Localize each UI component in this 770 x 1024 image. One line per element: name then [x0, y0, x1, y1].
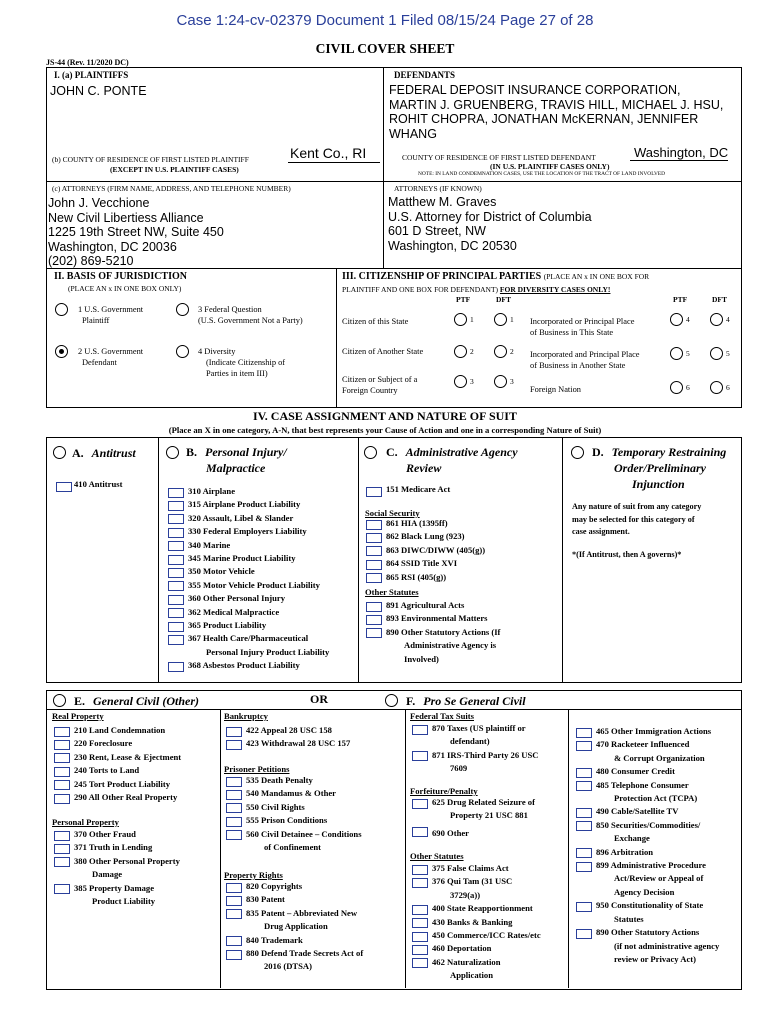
nos-380-checkbox[interactable]	[54, 857, 70, 867]
defendant-residence-note: (IN U.S. PLAINTIFF CASES ONLY)	[490, 162, 610, 171]
nos-890c-checkbox[interactable]	[366, 628, 382, 638]
nos-950-checkbox[interactable]	[576, 902, 592, 912]
nos-864: 864 SSID Title XVI	[386, 558, 458, 569]
plaintiff-attorneys[interactable]: John J. Vecchione New Civil Libertiess Alliance 1225 19th Street NW, Suite 450 Washington, DC 20036 (202) 869-5210	[48, 196, 224, 269]
nos-365-checkbox[interactable]	[168, 622, 184, 632]
nos-410: 410 Antitrust	[74, 479, 123, 489]
nos-220-checkbox[interactable]	[54, 740, 70, 750]
nos-355: 355 Motor Vehicle Product Liability	[188, 579, 320, 590]
nos-350: 350 Motor Vehicle	[188, 566, 255, 577]
nos-450-checkbox[interactable]	[412, 932, 428, 942]
plaintiff-residence-line	[288, 162, 380, 163]
nos-864-checkbox[interactable]	[366, 560, 382, 570]
nos-362-checkbox[interactable]	[168, 608, 184, 618]
dft-radio-6[interactable]	[710, 381, 723, 394]
plaintiff-attorneys-label: (c) ATTORNEYS (FIRM NAME, ADDRESS, AND TELEPHONE NUMBER)	[52, 184, 291, 193]
nos-320-checkbox[interactable]	[168, 514, 184, 524]
nos-375-checkbox[interactable]	[412, 865, 428, 875]
plaintiffs-label: I. (a) PLAINTIFFS	[54, 70, 129, 80]
category-d-radio[interactable]	[571, 446, 584, 459]
divider-cd	[562, 437, 563, 682]
category-e-title: E. General Civil (Other)	[74, 694, 200, 708]
nos-540-checkbox[interactable]	[226, 790, 242, 800]
category-f-title: F. Pro Se General Civil	[406, 694, 526, 708]
nos-370-checkbox[interactable]	[54, 831, 70, 841]
category-d-title: D. Temporary Restraining Order/Preliminary Injunction	[592, 445, 727, 491]
ef-col-divider-2	[405, 710, 406, 988]
nos-350-checkbox[interactable]	[168, 568, 184, 578]
nos-315-checkbox[interactable]	[168, 501, 184, 511]
nos-863: 863 DIWC/DIWW (405(g))	[386, 544, 486, 555]
ptf-num-5: 5	[686, 349, 690, 358]
category-a-title: A. Antitrust	[72, 446, 136, 460]
nos-480-checkbox[interactable]	[576, 768, 592, 778]
ptf-radio-5[interactable]	[670, 347, 683, 360]
nos-368: 368 Asbestos Product Liability	[188, 660, 300, 671]
nos-360-checkbox[interactable]	[168, 595, 184, 605]
nos-430-checkbox[interactable]	[412, 918, 428, 928]
category-c-radio[interactable]	[364, 446, 377, 459]
social-security-label: Social Security	[365, 508, 420, 518]
jurisdiction-radio-2[interactable]	[55, 345, 68, 358]
nos-310-checkbox[interactable]	[168, 488, 184, 498]
category-a-radio[interactable]	[53, 446, 66, 459]
nos-890-f-checkbox[interactable]	[576, 929, 592, 939]
nos-625-checkbox[interactable]	[412, 799, 428, 809]
plaintiff-residence-label: (b) COUNTY OF RESIDENCE OF FIRST LISTED PLAINTIFF	[52, 155, 249, 164]
nos-245-checkbox[interactable]	[54, 780, 70, 790]
bankruptcy-label: Bankruptcy	[224, 711, 268, 721]
nos-400-checkbox[interactable]	[412, 905, 428, 915]
nos-462-checkbox[interactable]	[412, 958, 428, 968]
ptf-num-2: 2	[470, 347, 474, 356]
ptf-radio-6[interactable]	[670, 381, 683, 394]
dft-num-5: 5	[726, 349, 730, 358]
incorporated-another-state: Incorporated and Principal Place of Business in Another State	[530, 350, 640, 370]
personal-property-label: Personal Property	[52, 817, 119, 827]
nos-891-checkbox[interactable]	[366, 602, 382, 612]
nos-340-checkbox[interactable]	[168, 541, 184, 551]
ptf-header-left: PTF	[456, 295, 471, 304]
dft-radio-4[interactable]	[710, 313, 723, 326]
ef-col-divider-1	[220, 710, 221, 988]
prisoner-petitions-label: Prisoner Petitions	[224, 764, 290, 774]
ef-col-divider-3	[568, 710, 569, 988]
section4-sub: (Place an X in one category, A-N, that best represents your Cause of Action and one in a corresponding Nature of Suit)	[168, 425, 602, 435]
prisoner-petitions-list: 535 Death Penalty 540 Mandamus & Other 550 Civil Rights 555 Prison Conditions 560 Civil Detainee – Conditions of Confinement	[226, 774, 362, 854]
nos-385-checkbox[interactable]	[54, 884, 70, 894]
ptf-num-3: 3	[470, 377, 474, 386]
nos-555-checkbox[interactable]	[226, 817, 242, 827]
jurisdiction-opt-4: 4 Diversity (Indicate Citizenship of Parties in item III)	[198, 347, 286, 378]
citizenship-sub: PLAINTIFF AND ONE BOX FOR DEFENDANT) FOR DIVERSITY CASES ONLY!	[342, 285, 611, 294]
category-c-title: C. Administrative Agency Review	[386, 445, 518, 475]
dft-num-2: 2	[510, 347, 514, 356]
jurisdiction-radio-1[interactable]	[55, 303, 68, 316]
ptf-radio-2[interactable]	[454, 345, 467, 358]
ptf-radio-4[interactable]	[670, 313, 683, 326]
federal-tax-list: 870 Taxes (US plaintiff or defendant) 871 IRS-Third Party 26 USC 7609	[412, 722, 538, 776]
nos-345: 345 Marine Product Liability	[188, 553, 296, 564]
nos-861: 861 HIA (1395ff)	[386, 518, 448, 528]
category-b-radio[interactable]	[166, 446, 179, 459]
dft-radio-1[interactable]	[494, 313, 507, 326]
nos-871-checkbox[interactable]	[412, 751, 428, 761]
dft-radio-5[interactable]	[710, 347, 723, 360]
dft-header-left: DFT	[496, 295, 511, 304]
ptf-num-1: 1	[470, 315, 474, 324]
nos-862-checkbox[interactable]	[366, 533, 382, 543]
nos-360: 360 Other Personal Injury	[188, 593, 285, 604]
other-statutes-f-label: Other Statutes	[410, 851, 464, 861]
nos-367: 367 Health Care/Pharmaceutical	[188, 633, 309, 644]
nos-423-checkbox[interactable]	[226, 740, 242, 750]
nos-230-checkbox[interactable]	[54, 753, 70, 763]
nos-835-checkbox[interactable]	[226, 909, 242, 919]
jurisdiction-opt-2: 2 U.S. Government Defendant	[78, 347, 144, 367]
other-statutes-c-label: Other Statutes	[365, 587, 419, 597]
bankruptcy-list: 422 Appeal 28 USC 158 423 Withdrawal 28 USC 157	[226, 724, 350, 751]
real-property-list: 210 Land Condemnation 220 Foreclosure 230 Rent, Lease & Ejectment 240 Torts to Land 245 Tort Product Liability 290 All Other Real Property	[54, 724, 181, 804]
nos-362: 362 Medical Malpractice	[188, 606, 280, 617]
real-property-label: Real Property	[52, 711, 104, 721]
nos-151-checkbox[interactable]	[366, 487, 382, 497]
nos-460-checkbox[interactable]	[412, 945, 428, 955]
dft-num-4: 4	[726, 315, 730, 324]
nos-490-checkbox[interactable]	[576, 808, 592, 818]
attorneys-divider	[46, 181, 741, 182]
nos-340: 340 Marine	[188, 539, 231, 550]
jurisdiction-opt-3: 3 Federal Question (U.S. Government Not a Party)	[198, 305, 303, 325]
nos-560-checkbox[interactable]	[226, 830, 242, 840]
other-statutes-c-list: 891 Agricultural Acts 893 Environmental Matters 890 Other Statutory Actions (If Administrative Agency is Involved)	[366, 599, 500, 666]
nos-690-checkbox[interactable]	[412, 827, 428, 837]
dft-radio-2[interactable]	[494, 345, 507, 358]
dft-num-1: 1	[510, 315, 514, 324]
nos-315: 315 Airplane Product Liability	[188, 499, 301, 510]
nos-893-checkbox[interactable]	[366, 615, 382, 625]
nos-893: 893 Environmental Matters	[386, 613, 488, 624]
nos-330: 330 Federal Employers Liability	[188, 526, 307, 537]
nos-376-checkbox[interactable]	[412, 878, 428, 888]
nos-470-checkbox[interactable]	[576, 741, 592, 751]
filing-header: Case 1:24-cv-02379 Document 1 Filed 08/15/24 Page 27 of 28	[176, 12, 594, 29]
federal-tax-label: Federal Tax Suits	[410, 711, 474, 721]
nos-863-checkbox[interactable]	[366, 546, 382, 556]
nos-367-cont: Personal Injury Product Liability	[206, 646, 330, 657]
personal-property-list: 370 Other Fraud 371 Truth in Lending 380 Other Personal Property Damage 385 Property Damage Product Liability	[54, 828, 180, 908]
ptf-radio-1[interactable]	[454, 313, 467, 326]
property-rights-list: 820 Copyrights 830 Patent 835 Patent – Abbreviated New Drug Application 840 Trademark 880 Defend Trade Secrets Act of 2016 (DTSA)	[226, 880, 363, 974]
plaintiff-residence-note: (EXCEPT IN U.S. PLAINTIFF CASES)	[110, 165, 239, 174]
divider-bc	[358, 437, 359, 682]
nos-870-checkbox[interactable]	[412, 725, 428, 735]
defendants-label: DEFENDANTS	[394, 70, 456, 80]
citizen-foreign: Citizen or Subject of a Foreign Country	[342, 375, 418, 395]
nos-865-checkbox[interactable]	[366, 573, 382, 583]
other-statutes-f-list: 375 False Claims Act 376 Qui Tam (31 USC 3729(a)) 400 State Reapportionment 430 Banks & Banking 450 Commerce/ICC Rates/etc 460 Deportation 462 Naturalization Application	[412, 862, 541, 983]
jurisdiction-opt-1: 1 U.S. Government Plaintiff	[78, 305, 144, 325]
parties-divider	[383, 67, 384, 268]
jurisdiction-sub: (PLACE AN x IN ONE BOX ONLY)	[68, 284, 182, 293]
nos-862: 862 Black Lung (923)	[386, 531, 465, 542]
nos-330-checkbox[interactable]	[168, 528, 184, 538]
category-b-title: B. Personal Injury/ Malpractice	[186, 445, 287, 475]
nos-535-checkbox[interactable]	[226, 777, 242, 787]
nos-345-checkbox[interactable]	[168, 555, 184, 565]
or-label: OR	[310, 692, 328, 706]
nos-840-checkbox[interactable]	[226, 936, 242, 946]
category-f-radio[interactable]	[385, 694, 398, 707]
forfeiture-list: 625 Drug Related Seizure of Property 21 USC 881 690 Other	[412, 796, 535, 840]
section4-title: IV. CASE ASSIGNMENT AND NATURE OF SUIT	[253, 409, 517, 423]
form-revision: JS-44 (Rev. 11/2020 DC)	[46, 58, 129, 67]
defendant-residence-label: COUNTY OF RESIDENCE OF FIRST LISTED DEFENDANT	[402, 153, 596, 162]
citizen-another-state: Citizen of Another State	[342, 347, 424, 356]
nos-890-c: 890 Other Statutory Actions (If	[386, 626, 501, 637]
incorporated-this-state: Incorporated or Principal Place of Business in This State	[530, 317, 635, 337]
nos-320: 320 Assault, Libel & Slander	[188, 512, 294, 523]
category-d-note: Any nature of suit from any category may be selected for this category of case assignment.	[572, 502, 702, 537]
nos-899-checkbox[interactable]	[576, 862, 592, 872]
forfeiture-label: Forfeiture/Penalty	[410, 786, 478, 796]
ptf-radio-3[interactable]	[454, 375, 467, 388]
jurisdiction-radio-4[interactable]	[176, 345, 189, 358]
category-d-antitrust-note: *(If Antitrust, then A governs)*	[572, 550, 682, 559]
plaintiff-name[interactable]: JOHN C. PONTE	[50, 84, 147, 98]
nos-151: 151 Medicare Act	[386, 484, 451, 494]
defendant-residence-line	[630, 160, 728, 161]
jurisdiction-label: II. BASIS OF JURISDICTION	[54, 271, 187, 282]
nos-371-checkbox[interactable]	[54, 844, 70, 854]
ptf-num-6: 6	[686, 383, 690, 392]
defendant-names[interactable]: FEDERAL DEPOSIT INSURANCE CORPORATION, MARTIN J. GRUENBERG, TRAVIS HILL, MICHAEL J. HSU, ROHIT CHOPRA, JONATHAN McKERNAN, JENNIFER WHANG	[389, 83, 724, 141]
ptf-header-right: PTF	[673, 295, 688, 304]
jurisdiction-divider	[336, 268, 337, 407]
dft-num-3: 3	[510, 377, 514, 386]
nos-355-checkbox[interactable]	[168, 581, 184, 591]
category-e-radio[interactable]	[53, 694, 66, 707]
nos-896-checkbox[interactable]	[576, 848, 592, 858]
form-title: CIVIL COVER SHEET	[315, 41, 455, 56]
nos-410-checkbox[interactable]	[56, 482, 72, 492]
dft-num-6: 6	[726, 383, 730, 392]
col4-list: 465 Other Immigration Actions 470 Racketeer Influenced & Corrupt Organization 480 Consumer Credit 485 Telephone Consumer Protection Act (TCPA) 490 Cable/Satellite TV 850 Securities/Commodities/ Exchange 896 Arbitration 899 Administrative Procedure Act/Review or Appeal of Agency Decision 950 Constitutionality of State Statutes 890 Other Statutory Actions (if not administrative agency review or Privacy Act)	[576, 725, 719, 966]
nos-422-checkbox[interactable]	[226, 727, 242, 737]
nos-368-checkbox[interactable]	[168, 662, 184, 672]
nos-550-checkbox[interactable]	[226, 803, 242, 813]
nos-861-checkbox[interactable]	[366, 520, 382, 530]
nos-310: 310 Airplane	[188, 486, 236, 496]
nos-290-checkbox[interactable]	[54, 794, 70, 804]
divider-ab	[158, 437, 159, 682]
defendant-residence-value[interactable]: Washington, DC	[634, 145, 729, 160]
ptf-num-4: 4	[686, 315, 690, 324]
property-rights-label: Property Rights	[224, 870, 283, 880]
dft-radio-3[interactable]	[494, 375, 507, 388]
nos-210-checkbox[interactable]	[54, 727, 70, 737]
nos-367-checkbox[interactable]	[168, 635, 184, 645]
nos-485-checkbox[interactable]	[576, 781, 592, 791]
citizenship-label: III. CITIZENSHIP OF PRINCIPAL PARTIES (PLACE AN x IN ONE BOX FOR	[342, 271, 650, 282]
defendant-attorneys[interactable]: Matthew M. Graves U.S. Attorney for District of Columbia 601 D Street, NW Washington, DC 20530	[388, 195, 592, 253]
nos-240-checkbox[interactable]	[54, 767, 70, 777]
land-condemnation-note: NOTE: IN LAND CONDEMNATION CASES, USE THE LOCATION OF THE TRACT OF LAND INVOLVED	[418, 171, 666, 177]
category-b-list	[168, 485, 329, 673]
jurisdiction-radio-3[interactable]	[176, 303, 189, 316]
nos-850-checkbox[interactable]	[576, 821, 592, 831]
nos-820-checkbox[interactable]	[226, 883, 242, 893]
foreign-nation: Foreign Nation	[530, 385, 581, 394]
nos-880-checkbox[interactable]	[226, 950, 242, 960]
citizen-this-state: Citizen of this State	[342, 317, 409, 326]
defendant-attorneys-label: ATTORNEYS (IF KNOWN)	[394, 184, 482, 193]
social-security-list	[366, 517, 485, 584]
nos-865: 865 RSI (405(g))	[386, 571, 447, 582]
plaintiff-residence-value[interactable]: Kent Co., RI	[290, 145, 367, 161]
nos-465-checkbox[interactable]	[576, 728, 592, 738]
nos-365: 365 Product Liability	[188, 620, 267, 631]
nos-830-checkbox[interactable]	[226, 896, 242, 906]
nos-891: 891 Agricultural Acts	[386, 600, 465, 610]
dft-header-right: DFT	[712, 295, 727, 304]
